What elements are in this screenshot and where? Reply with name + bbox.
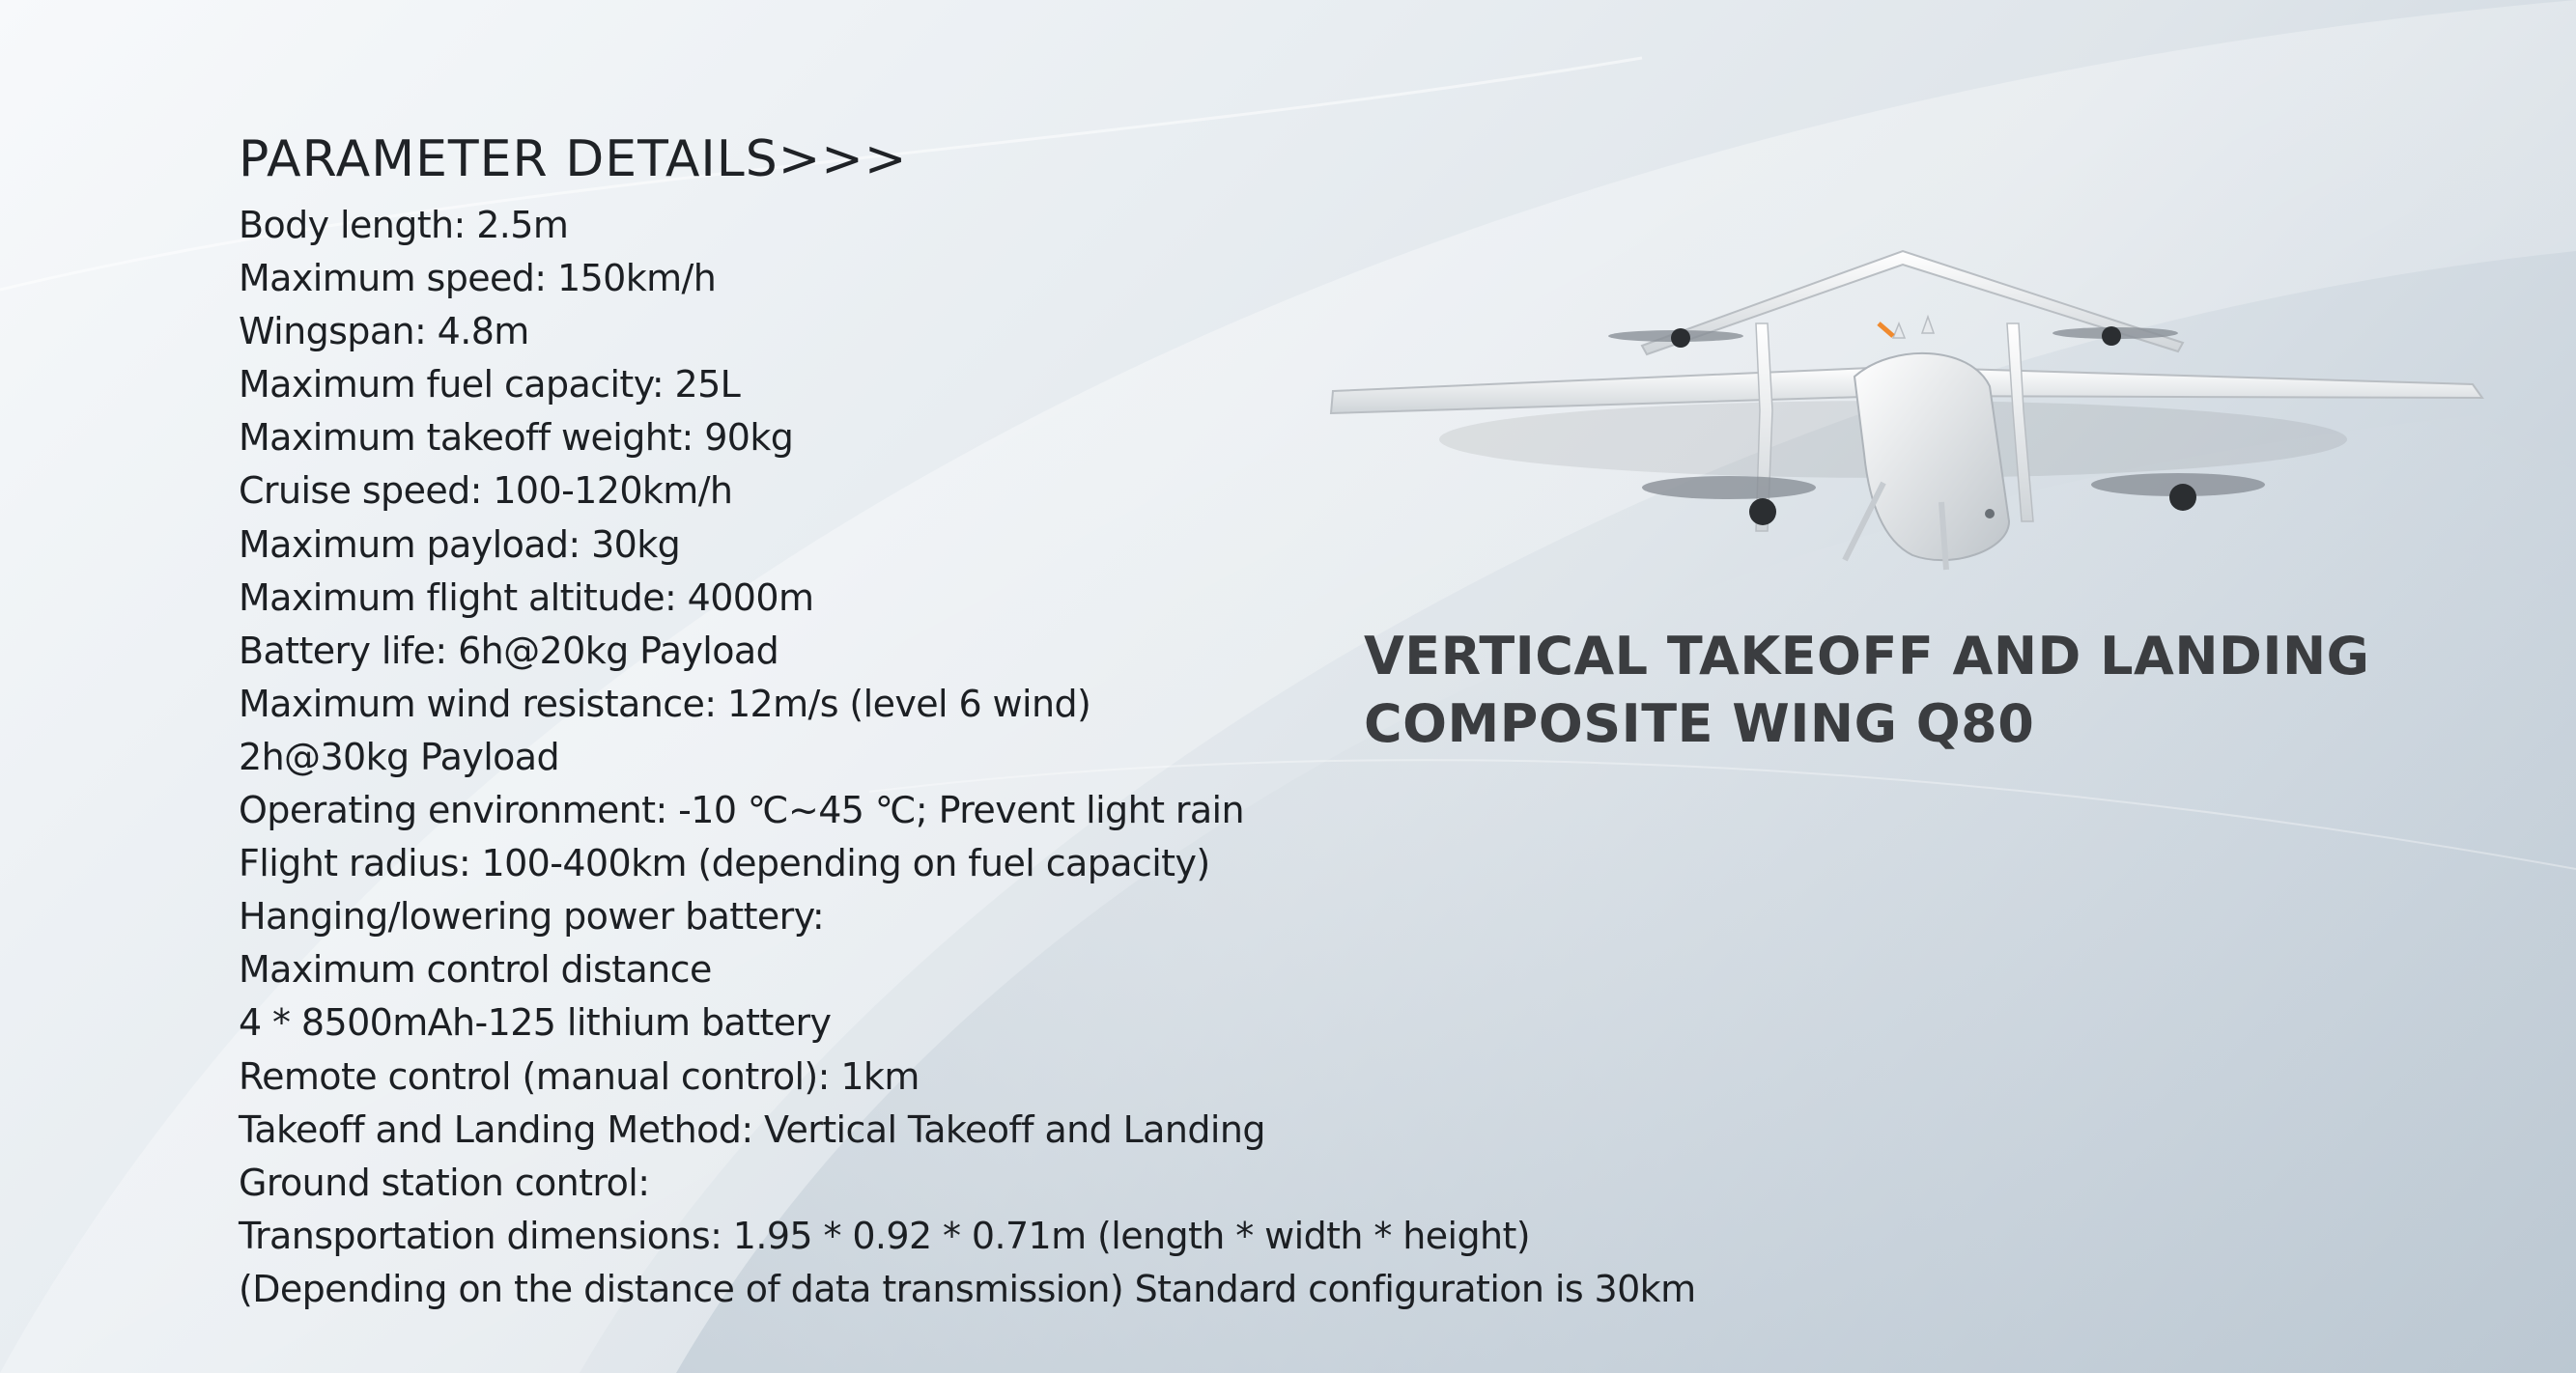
param-max-fuel-capacity: Maximum fuel capacity: 25L	[239, 363, 741, 406]
param-operating-environment: Operating environment: -10 ℃~45 ℃; Prevent light rain	[239, 789, 1244, 832]
param-max-payload: Maximum payload: 30kg	[239, 522, 681, 566]
param-remote-control: Remote control (manual control): 1km	[239, 1054, 920, 1098]
param-power-battery: Hanging/lowering power battery:	[239, 895, 825, 939]
param-ground-station-control: Ground station control:	[239, 1161, 650, 1204]
product-title-line1: VERTICAL TAKEOFF AND LANDING	[1364, 626, 2370, 686]
param-standard-configuration: (Depending on the distance of data transmission) Standard configuration is 30km	[239, 1267, 1696, 1310]
param-max-wind-resistance: Maximum wind resistance: 12m/s (level 6 wind)	[239, 682, 1091, 725]
param-lithium-battery: 4 * 8500mAh-125 lithium battery	[239, 1001, 832, 1045]
product-title	[1364, 623, 2369, 758]
param-cruise-speed: Cruise speed: 100-120km/h	[239, 469, 733, 513]
param-body-length: Body length: 2.5m	[239, 204, 569, 246]
param-flight-radius: Flight radius: 100-400km (depending on fuel capacity)	[239, 842, 1210, 885]
vtol-drone-image	[1314, 232, 2492, 599]
param-battery-life-30kg: 2h@30kg Payload	[239, 735, 560, 778]
param-battery-life: Battery life: 6h@20kg Payload	[239, 629, 779, 672]
param-max-speed: Maximum speed: 150km/h	[239, 257, 717, 300]
param-max-takeoff-weight: Maximum takeoff weight: 90kg	[239, 416, 794, 460]
param-takeoff-landing-method: Takeoff and Landing Method: Vertical Takeoff and Landing	[239, 1107, 1265, 1151]
parameter-details-title: PARAMETER DETAILS>>>	[239, 130, 908, 188]
param-transportation-dimensions: Transportation dimensions: 1.95 * 0.92 * 0.71m (length * width * height)	[239, 1214, 1530, 1257]
param-wingspan: Wingspan: 4.8m	[239, 310, 529, 353]
param-max-flight-altitude: Maximum flight altitude: 4000m	[239, 575, 814, 619]
param-max-control-distance: Maximum control distance	[239, 948, 712, 992]
product-title-line2: COMPOSITE WING Q80	[1364, 693, 2035, 754]
